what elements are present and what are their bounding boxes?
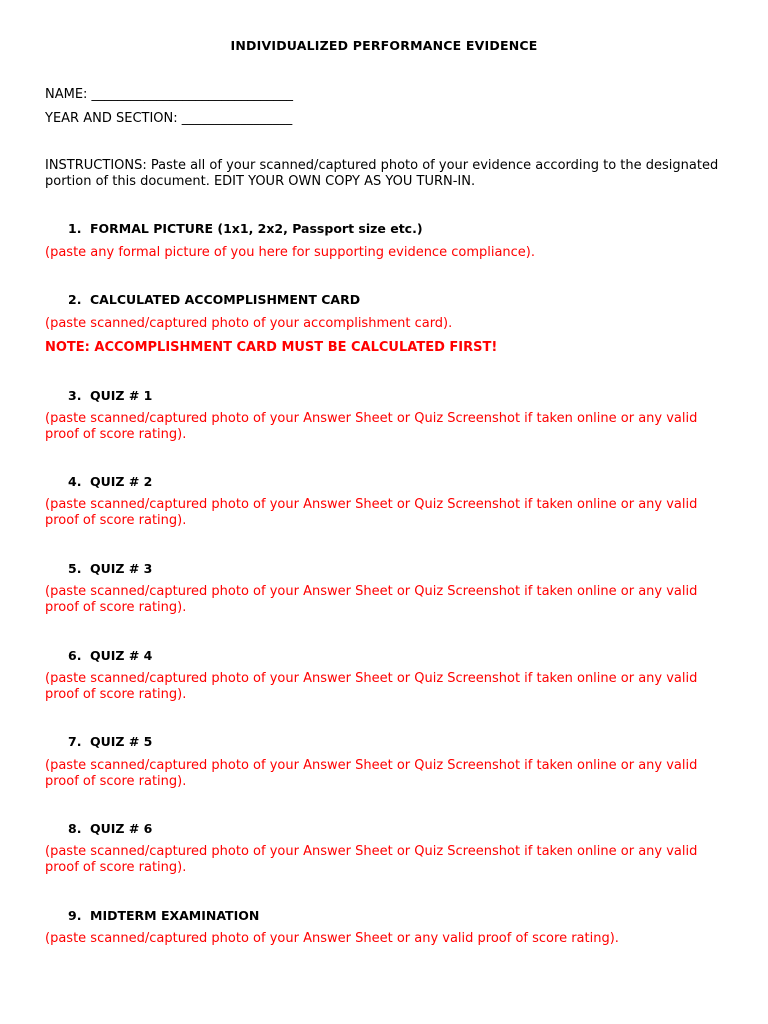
item-number: 3. xyxy=(68,388,82,403)
item-heading: QUIZ # 1 xyxy=(90,388,153,403)
year-section-field-line: YEAR AND SECTION: _________________ xyxy=(45,111,293,126)
item-heading: QUIZ # 4 xyxy=(90,648,153,663)
item-number: 9. xyxy=(68,908,82,923)
item-heading: QUIZ # 6 xyxy=(90,821,153,836)
item-quiz-5-heading xyxy=(68,734,152,749)
item-midterm-note: (paste scanned/captured photo of your Answer Sheet or any valid proof of score rating). xyxy=(45,931,619,946)
instructions-paragraph: INSTRUCTIONS: Paste all of your scanned/captured photo of your evidence according to the designated portion of this document. EDIT YOUR OWN COPY AS YOU TURN-IN. xyxy=(45,158,719,189)
item-number: 7. xyxy=(68,734,82,749)
name-field-line: NAME: _______________________________ xyxy=(45,87,294,102)
item-number: 5. xyxy=(68,561,82,576)
item-number: 8. xyxy=(68,821,82,836)
item-heading: QUIZ # 2 xyxy=(90,474,153,489)
item-quiz-6-heading xyxy=(68,821,152,836)
document-title: INDIVIDUALIZED PERFORMANCE EVIDENCE xyxy=(230,38,538,53)
item-accomplishment-card-warning: NOTE: ACCOMPLISHMENT CARD MUST BE CALCULATED FIRST! xyxy=(45,340,498,355)
item-heading: FORMAL PICTURE (1x1, 2x2, Passport size etc.) xyxy=(90,221,423,236)
item-midterm-heading xyxy=(68,908,259,923)
item-quiz-3-heading xyxy=(68,561,152,576)
item-heading: QUIZ # 5 xyxy=(90,734,153,749)
item-quiz-5-note: (paste scanned/captured photo of your Answer Sheet or Quiz Screenshot if taken online or any valid proof of score rating). xyxy=(45,758,698,789)
item-quiz-1-note: (paste scanned/captured photo of your Answer Sheet or Quiz Screenshot if taken online or any valid proof of score rating). xyxy=(45,411,698,442)
item-heading: MIDTERM EXAMINATION xyxy=(90,908,260,923)
item-quiz-6-note: (paste scanned/captured photo of your Answer Sheet or Quiz Screenshot if taken online or any valid proof of score rating). xyxy=(45,844,698,875)
item-quiz-4-note: (paste scanned/captured photo of your Answer Sheet or Quiz Screenshot if taken online or any valid proof of score rating). xyxy=(45,671,698,702)
item-number: 4. xyxy=(68,474,82,489)
item-accomplishment-card-heading xyxy=(68,292,360,307)
item-quiz-2-note: (paste scanned/captured photo of your Answer Sheet or Quiz Screenshot if taken online or any valid proof of score rating). xyxy=(45,497,698,528)
item-quiz-1-heading xyxy=(68,388,152,403)
item-formal-picture-heading xyxy=(68,221,423,236)
item-heading: CALCULATED ACCOMPLISHMENT CARD xyxy=(90,292,361,307)
item-formal-picture-note: (paste any formal picture of you here for supporting evidence compliance). xyxy=(45,245,536,260)
item-quiz-2-heading xyxy=(68,474,152,489)
item-number: 6. xyxy=(68,648,82,663)
item-number: 2. xyxy=(68,292,82,307)
item-quiz-4-heading xyxy=(68,648,152,663)
item-quiz-3-note: (paste scanned/captured photo of your Answer Sheet or Quiz Screenshot if taken online or any valid proof of score rating). xyxy=(45,584,698,615)
item-number: 1. xyxy=(68,221,82,236)
item-heading: QUIZ # 3 xyxy=(90,561,153,576)
item-accomplishment-card-note: (paste scanned/captured photo of your accomplishment card). xyxy=(45,316,453,331)
